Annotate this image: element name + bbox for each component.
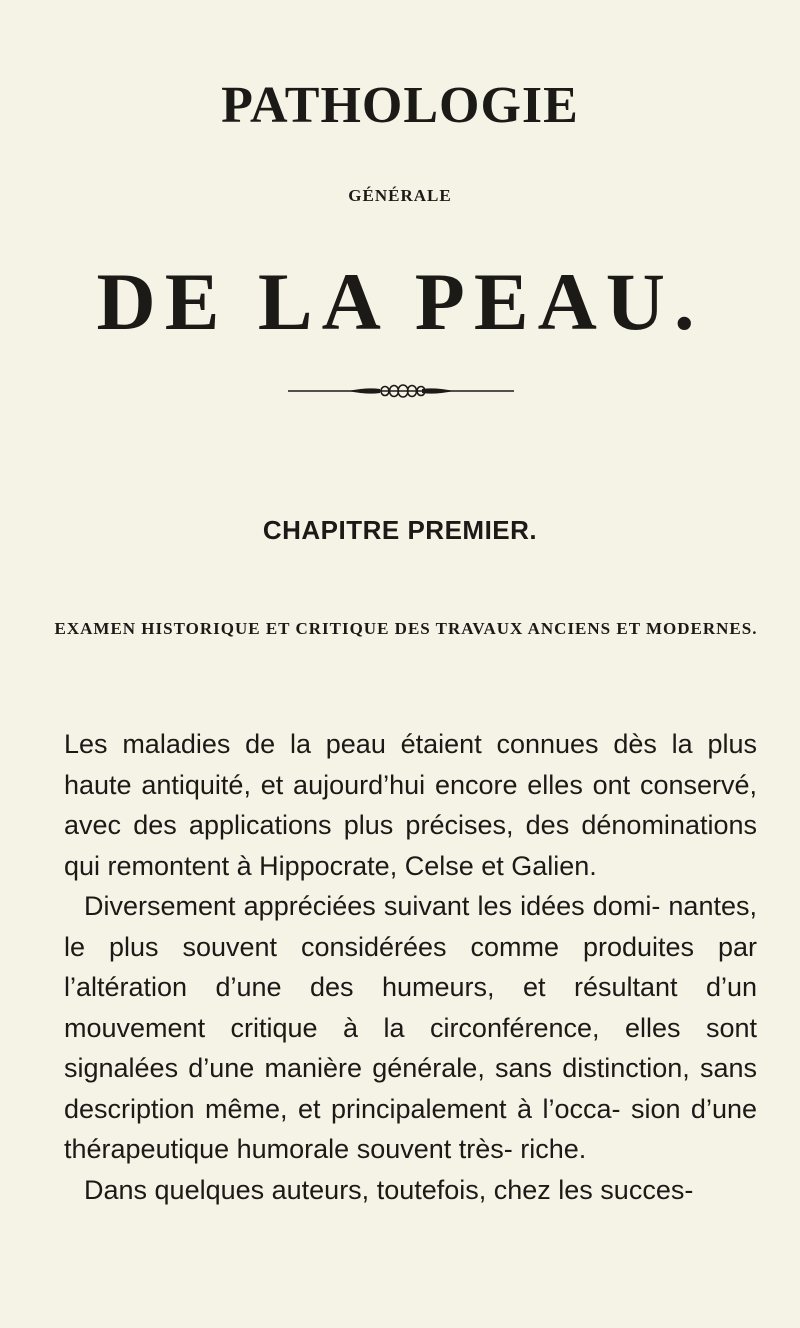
paragraph-1: Les maladies de la peau étaient connues dès la plus haute antiquité, et aujourd’hui encore elles ont conservé, avec des applications plus précises, des dénominations qui remontent à Hippocrate, Celse et Galien. (64, 729, 757, 881)
title-pathologie: PATHOLOGIE (221, 77, 579, 134)
title-generale: GÉNÉRALE (348, 186, 452, 205)
body-text (64, 724, 757, 1210)
chapter-title: CHAPITRE PREMIER. (262, 515, 538, 545)
chapter-subtitle: EXAMEN HISTORIQUE ET CRITIQUE DES TRAVAUX ANCIENS ET MODERNES. (54, 619, 758, 638)
paragraph-2: Diversement appréciées suivant les idées domi- nantes, le plus souvent considérées comme produites par l’altération d’une des humeurs, et résultant d’un mouvement critique à la circonférence, elles sont signalées d’une manière générale, sans distinction, sans description même, et principalement à l’occa- sion d’une thérapeutique humorale souvent très- riche. (64, 891, 757, 1164)
decorative-rule-ornament (288, 383, 514, 399)
title-de-la-peau: DE LA PEAU. (96, 256, 704, 347)
paragraph-3: Dans quelques auteurs, toutefois, chez les succes- (84, 1174, 694, 1205)
